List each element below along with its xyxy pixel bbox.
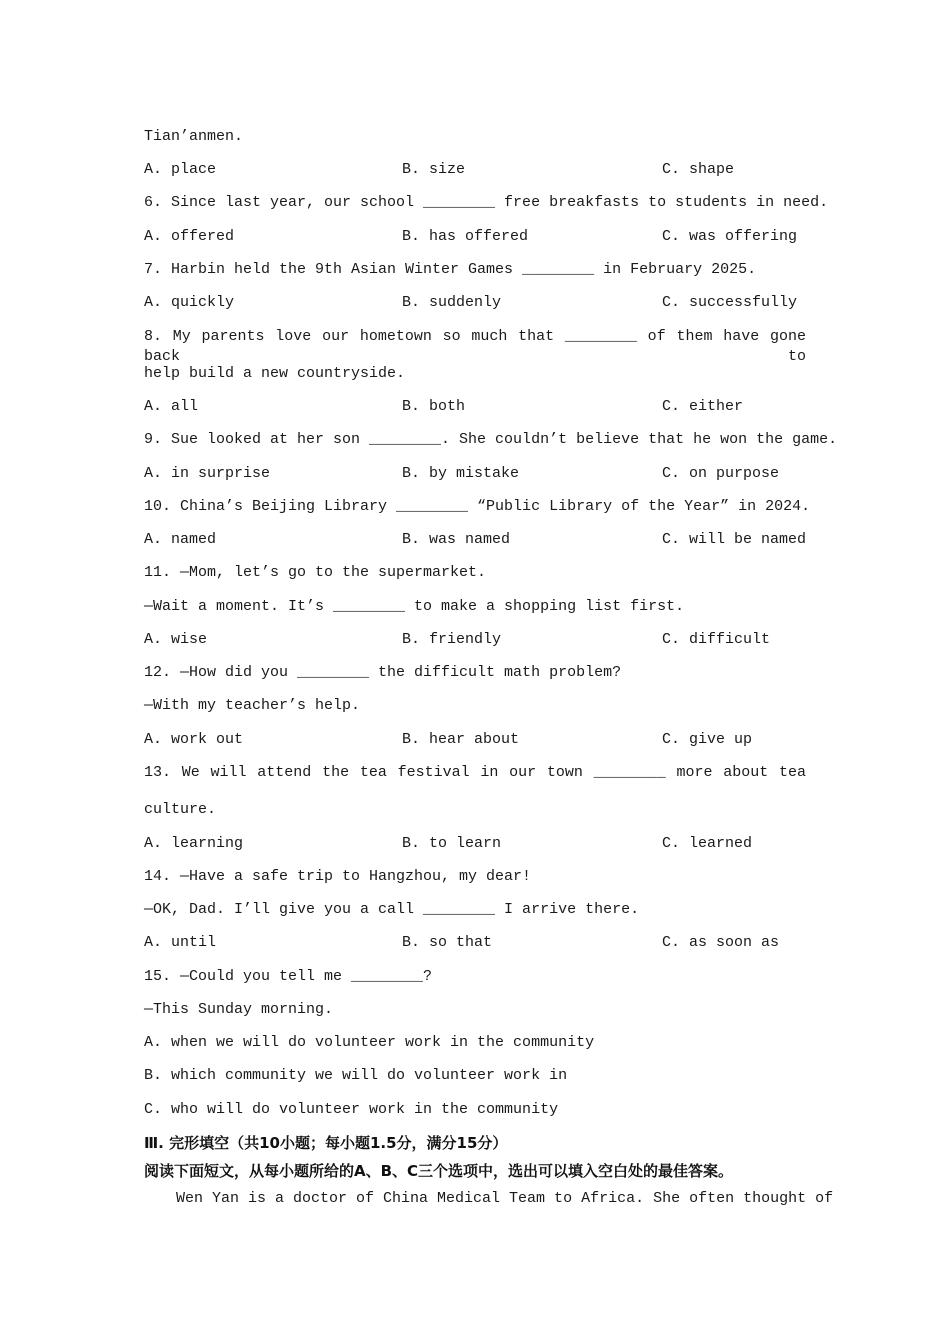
- q6-option-a: A. offered: [144, 228, 235, 245]
- passage-first-line: Wen Yan is a doctor of China Medical Team to Africa. She often thought of: [176, 1190, 834, 1207]
- q14-option-b: B. so that: [402, 934, 493, 951]
- q11-stem-line1: 11. —Mom, let’s go to the supermarket.: [144, 564, 487, 581]
- q12-stem-line2: —With my teacher’s help.: [144, 697, 361, 714]
- q8-option-c: C. either: [662, 398, 744, 415]
- q8-option-b: B. both: [402, 398, 466, 415]
- q7-option-a: A. quickly: [144, 294, 235, 311]
- q9-option-c: C. on purpose: [662, 465, 780, 482]
- q13-option-c: C. learned: [662, 835, 753, 852]
- q10-option-c: C. will be named: [662, 531, 807, 548]
- q14-option-c: C. as soon as: [662, 934, 780, 951]
- q10-option-b: B. was named: [402, 531, 511, 548]
- q15-stem-line2: —This Sunday morning.: [144, 1001, 334, 1018]
- q12-stem-line1: 12. —How did you ________ the difficult math problem?: [144, 664, 622, 681]
- q11-option-a: A. wise: [144, 631, 208, 648]
- q14-option-a: A. until: [144, 934, 217, 951]
- q15-stem-line1: 15. —Could you tell me ________?: [144, 968, 433, 985]
- q8-stem-line2: help build a new countryside.: [144, 365, 406, 382]
- q11-option-c: C. difficult: [662, 631, 771, 648]
- q5-option-b: B. size: [402, 161, 466, 178]
- q13-option-b: B. to learn: [402, 835, 502, 852]
- q8-option-a: A. all: [144, 398, 199, 415]
- q13-stem-line2: culture.: [144, 801, 217, 818]
- q15-option-b: B. which community we will do volunteer work in: [144, 1067, 568, 1084]
- q7-stem: 7. Harbin held the 9th Asian Winter Games ________ in February 2025.: [144, 261, 757, 278]
- q12-option-c: C. give up: [662, 731, 753, 748]
- q10-stem: 10. China’s Beijing Library ________ “Public Library of the Year” in 2024.: [144, 498, 811, 515]
- q15-option-c: C. who will do volunteer work in the community: [144, 1101, 559, 1118]
- q15-option-a: A. when we will do volunteer work in the community: [144, 1034, 595, 1051]
- q13-option-a: A. learning: [144, 835, 244, 852]
- q5-option-a: A. place: [144, 161, 217, 178]
- q11-option-b: B. friendly: [402, 631, 502, 648]
- q9-stem: 9. Sue looked at her son ________. She couldn’t believe that he won the game.: [144, 431, 838, 448]
- q8-stem-line1: 8. My parents love our hometown so much that ________ of them have gone back to: [144, 328, 806, 365]
- q12-option-a: A. work out: [144, 731, 244, 748]
- q7-option-b: B. suddenly: [402, 294, 502, 311]
- q11-stem-line2: —Wait a moment. It’s ________ to make a shopping list first.: [144, 598, 685, 615]
- q6-stem: 6. Since last year, our school ________ free breakfasts to students in need.: [144, 194, 829, 211]
- q14-stem-line2: —OK, Dad. I’ll give you a call ________ I arrive there.: [144, 901, 640, 918]
- q5-option-c: C. shape: [662, 161, 735, 178]
- q10-option-a: A. named: [144, 531, 217, 548]
- q9-option-b: B. by mistake: [402, 465, 520, 482]
- q12-option-b: B. hear about: [402, 731, 520, 748]
- q6-option-b: B. has offered: [402, 228, 529, 245]
- q9-option-a: A. in surprise: [144, 465, 271, 482]
- q7-option-c: C. successfully: [662, 294, 798, 311]
- q5-stem-tail: Tian’anmen.: [144, 128, 244, 145]
- section-3-instruction: 阅读下面短文，从每小题所给的A、B、C三个选项中，选出可以填入空白处的最佳答案。: [144, 1162, 734, 1180]
- q14-stem-line1: 14. —Have a safe trip to Hangzhou, my dear!: [144, 868, 532, 885]
- section-3-title: Ⅲ. 完形填空（共10小题；每小题1.5分，满分15分）: [144, 1134, 508, 1152]
- q13-stem-line1: 13. We will attend the tea festival in our town ________ more about tea: [144, 764, 806, 781]
- q6-option-c: C. was offering: [662, 228, 798, 245]
